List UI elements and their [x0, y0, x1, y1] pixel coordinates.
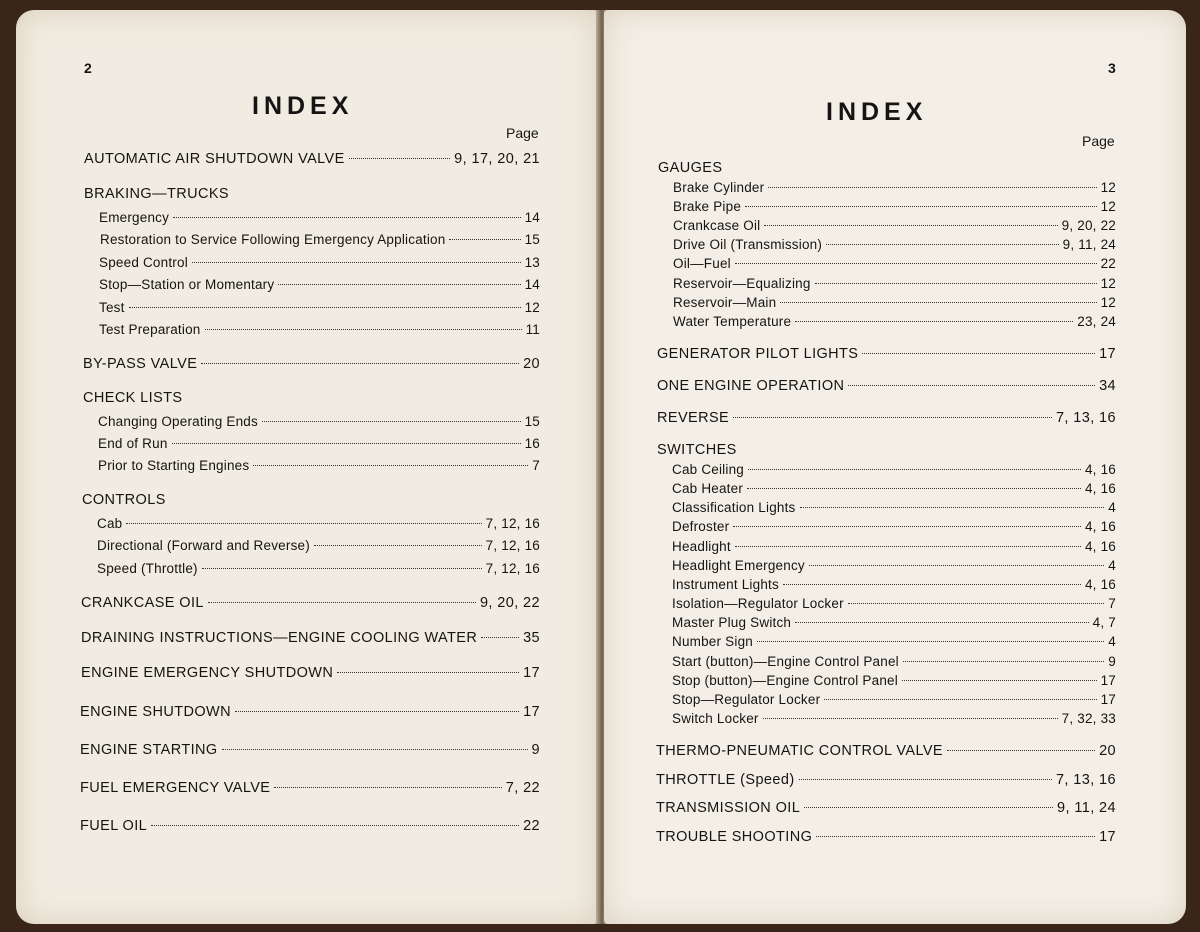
entry-pages: 9, 17, 20, 21 [454, 151, 540, 167]
entry-pages: 15 [524, 232, 540, 247]
index-entry [81, 664, 540, 682]
dot-leader [815, 283, 1097, 284]
entry-label: Changing Operating Ends [98, 414, 258, 429]
index-entry [80, 817, 540, 835]
entry-pages: 14 [524, 277, 540, 292]
entry-pages: 17 [1100, 673, 1116, 688]
dot-leader [745, 206, 1097, 207]
entry-label: BY-PASS VALVE [83, 356, 198, 372]
index-subentry [98, 435, 540, 453]
index-entry [657, 345, 1116, 363]
index-entry [80, 703, 540, 721]
dot-leader [795, 622, 1089, 623]
entry-label: FUEL EMERGENCY VALVE [80, 780, 271, 796]
entry-label: Reservoir—Main [673, 295, 777, 310]
entry-label: Directional (Forward and Reverse) [97, 538, 310, 553]
page-title: INDEX [252, 92, 354, 120]
entry-pages: 17 [523, 665, 540, 681]
entry-label: Stop—Regulator Locker [672, 692, 821, 707]
entry-pages: 9, 11, 24 [1062, 237, 1116, 252]
index-subentry [673, 294, 1116, 312]
dot-leader [763, 718, 1058, 719]
index-subentry [672, 710, 1116, 728]
entry-pages: 4, 16 [1084, 539, 1116, 554]
entry-label: DRAINING INSTRUCTIONS—ENGINE COOLING WATER [81, 630, 478, 646]
entry-label: Headlight Emergency [672, 558, 805, 573]
index-entry [81, 594, 540, 612]
entry-pages: 7, 12, 16 [485, 561, 540, 576]
entry-pages: 35 [523, 630, 540, 646]
index-subentry [673, 179, 1116, 197]
entry-label: Instrument Lights [672, 577, 779, 592]
entry-label: ENGINE EMERGENCY SHUTDOWN [81, 665, 334, 681]
index-subentry [98, 457, 540, 475]
dot-leader [768, 187, 1096, 188]
entry-label: Speed Control [99, 255, 188, 270]
dot-leader [253, 465, 528, 466]
left-page [16, 10, 598, 924]
entry-label: Isolation—Regulator Locker [672, 596, 844, 611]
entry-pages: 12 [524, 300, 540, 315]
index-subentry [673, 236, 1116, 254]
index-entry [80, 741, 540, 759]
entry-pages: 11 [525, 322, 540, 337]
index-entry [656, 828, 1116, 846]
entry-pages: 7, 13, 16 [1055, 410, 1116, 426]
dot-leader [735, 263, 1097, 264]
entry-pages: 4, 16 [1084, 519, 1116, 534]
right-page [604, 10, 1186, 924]
entry-pages: 7, 13, 16 [1055, 772, 1116, 788]
entry-pages: 9, 20, 22 [1061, 218, 1116, 233]
entry-pages: 4, 7 [1092, 615, 1116, 630]
entry-label: Water Temperature [673, 314, 792, 329]
entry-pages: 16 [524, 436, 540, 451]
entry-pages: 4, 16 [1084, 462, 1116, 477]
index-subentry [99, 254, 540, 272]
index-subentry [672, 557, 1116, 575]
dot-leader [262, 421, 521, 422]
index-subentry [672, 653, 1116, 671]
index-subentry [99, 276, 540, 294]
index-entry [657, 409, 1116, 427]
index-subentry [99, 299, 540, 317]
dot-leader [800, 507, 1105, 508]
dot-leader [151, 825, 519, 826]
index-entry [657, 377, 1116, 395]
entry-pages: 15 [524, 414, 540, 429]
entry-pages: 7, 32, 33 [1061, 711, 1116, 726]
entry-pages: 4 [1108, 634, 1116, 649]
entry-pages: 17 [523, 704, 540, 720]
dot-leader [795, 321, 1073, 322]
entry-label: THROTTLE (Speed) [656, 772, 795, 788]
entry-label: Cab Heater [672, 481, 744, 496]
dot-leader [848, 603, 1104, 604]
entry-pages: 17 [1100, 692, 1116, 707]
dot-leader [824, 699, 1096, 700]
page-column-label: Page [1082, 133, 1115, 149]
entry-label: Oil—Fuel [673, 256, 731, 271]
index-subentry [98, 413, 540, 431]
entry-label: REVERSE [657, 410, 730, 426]
index-entry [80, 779, 540, 797]
entry-label: GENERATOR PILOT LIGHTS [657, 346, 859, 362]
entry-label: Switch Locker [672, 711, 759, 726]
entry-label: ENGINE SHUTDOWN [80, 704, 231, 720]
dot-leader [733, 526, 1081, 527]
dot-leader [804, 807, 1053, 808]
entry-label: Test [99, 300, 125, 315]
dot-leader [314, 545, 482, 546]
dot-leader [757, 641, 1104, 642]
dot-leader [278, 284, 520, 285]
index-subentry [672, 614, 1116, 632]
dot-leader [349, 158, 450, 159]
entry-pages: 17 [1099, 346, 1116, 362]
dot-leader [903, 661, 1104, 662]
entry-label: ONE ENGINE OPERATION [657, 378, 845, 394]
entry-pages: 7 [1108, 596, 1116, 611]
entry-pages: 17 [1099, 829, 1116, 845]
dot-leader [862, 353, 1095, 354]
entry-label: Prior to Starting Engines [98, 458, 250, 473]
entry-label: Start (button)—Engine Control Panel [672, 654, 899, 669]
index-subentry [672, 538, 1116, 556]
dot-leader [764, 225, 1057, 226]
entry-pages: 4 [1108, 558, 1116, 573]
entry-label: Brake Pipe [673, 199, 742, 214]
dot-leader [201, 363, 519, 364]
dot-leader [481, 637, 519, 638]
index-entry [656, 771, 1116, 789]
index-subentry [672, 691, 1116, 709]
dot-leader [780, 302, 1096, 303]
entry-pages: 9 [531, 742, 540, 758]
entry-label: Drive Oil (Transmission) [673, 237, 823, 252]
dot-leader [235, 711, 519, 712]
dot-leader [747, 488, 1081, 489]
entry-label: Classification Lights [672, 500, 796, 515]
index-subentry [99, 209, 540, 227]
entry-label: Stop (button)—Engine Control Panel [672, 673, 898, 688]
dot-leader [733, 417, 1052, 418]
dot-leader [848, 385, 1095, 386]
entry-pages: 13 [524, 255, 540, 270]
dot-leader [337, 672, 519, 673]
index-subentry [672, 633, 1116, 651]
index-subentry [100, 231, 540, 249]
entry-pages: 23, 24 [1077, 314, 1116, 329]
entry-pages: 14 [524, 210, 540, 225]
dot-leader [129, 307, 521, 308]
entry-label: FUEL OIL [80, 818, 148, 834]
index-subentry [673, 198, 1116, 216]
entry-label: Restoration to Service Following Emergency Application [100, 232, 446, 247]
entry-label: Speed (Throttle) [97, 561, 198, 576]
index-entry [656, 799, 1116, 817]
index-entry [83, 355, 540, 373]
index-entry [656, 742, 1116, 760]
dot-leader [202, 568, 482, 569]
index-entry [81, 629, 540, 647]
page-number: 3 [1108, 60, 1116, 76]
entry-pages: 22 [523, 818, 540, 834]
entry-pages: 20 [1099, 743, 1116, 759]
dot-leader [799, 779, 1052, 780]
entry-pages: 9, 20, 22 [479, 595, 540, 611]
dot-leader [809, 565, 1104, 566]
entry-label: Reservoir—Equalizing [673, 276, 811, 291]
dot-leader [172, 443, 521, 444]
index-subentry [97, 537, 540, 555]
dot-leader [173, 217, 521, 218]
dot-leader [826, 244, 1059, 245]
entry-label: THERMO-PNEUMATIC CONTROL VALVE [656, 743, 943, 759]
entry-label: Master Plug Switch [672, 615, 792, 630]
index-subentry [673, 275, 1116, 293]
index-subentry [672, 518, 1116, 536]
entry-label: Stop—Station or Momentary [99, 277, 275, 292]
entry-pages: 4 [1108, 500, 1116, 515]
entry-label: Brake Cylinder [673, 180, 765, 195]
entry-pages: 7, 12, 16 [485, 516, 540, 531]
dot-leader [222, 749, 528, 750]
entry-label: Crankcase Oil [673, 218, 761, 233]
entry-label: Headlight [672, 539, 731, 554]
entry-pages: 7, 12, 16 [485, 538, 540, 553]
section-heading: BRAKING—TRUCKS [84, 186, 229, 202]
page-title: INDEX [826, 98, 928, 126]
index-subentry [672, 672, 1116, 690]
dot-leader [947, 750, 1095, 751]
entry-label: AUTOMATIC AIR SHUTDOWN VALVE [84, 151, 345, 167]
dot-leader [192, 262, 521, 263]
entry-label: Number Sign [672, 634, 753, 649]
entry-pages: 34 [1099, 378, 1116, 394]
dot-leader [205, 329, 522, 330]
dot-leader [748, 469, 1081, 470]
entry-label: TRANSMISSION OIL [656, 800, 801, 816]
entry-pages: 4, 16 [1084, 577, 1116, 592]
entry-pages: 9 [1108, 654, 1116, 669]
dot-leader [126, 523, 481, 524]
entry-pages: 22 [1100, 256, 1116, 271]
section-heading: GAUGES [658, 160, 723, 176]
entry-pages: 7 [532, 458, 540, 473]
index-subentry [672, 576, 1116, 594]
index-subentry [672, 499, 1116, 517]
index-subentry [97, 515, 540, 533]
dot-leader [902, 680, 1097, 681]
entry-pages: 9, 11, 24 [1057, 800, 1116, 816]
entry-label: End of Run [98, 436, 168, 451]
index-subentry [673, 217, 1116, 235]
dot-leader [208, 602, 476, 603]
dot-leader [274, 787, 501, 788]
dot-leader [449, 239, 520, 240]
entry-pages: 20 [523, 356, 540, 372]
index-entry [84, 150, 540, 168]
dot-leader [735, 546, 1081, 547]
index-subentry [672, 461, 1116, 479]
index-subentry [673, 255, 1116, 273]
page-number: 2 [84, 60, 92, 76]
entry-label: ENGINE STARTING [80, 742, 218, 758]
entry-label: Cab Ceiling [672, 462, 744, 477]
entry-pages: 4, 16 [1084, 481, 1116, 496]
entry-pages: 12 [1100, 180, 1116, 195]
entry-label: Emergency [99, 210, 170, 225]
entry-pages: 12 [1100, 276, 1116, 291]
dot-leader [783, 584, 1081, 585]
entry-pages: 12 [1100, 295, 1116, 310]
page-column-label: Page [506, 125, 539, 141]
section-heading: CHECK LISTS [83, 390, 183, 406]
section-heading: SWITCHES [657, 442, 737, 458]
section-heading: CONTROLS [82, 492, 166, 508]
entry-label: TROUBLE SHOOTING [656, 829, 813, 845]
entry-label: Cab [97, 516, 123, 531]
entry-pages: 12 [1100, 199, 1116, 214]
index-subentry [673, 313, 1116, 331]
entry-label: Defroster [672, 519, 730, 534]
index-subentry [672, 595, 1116, 613]
index-subentry [99, 321, 540, 339]
index-subentry [672, 480, 1116, 498]
index-subentry [97, 560, 540, 578]
entry-label: Test Preparation [99, 322, 201, 337]
entry-label: CRANKCASE OIL [81, 595, 204, 611]
entry-pages: 7, 22 [505, 780, 540, 796]
dot-leader [816, 836, 1095, 837]
